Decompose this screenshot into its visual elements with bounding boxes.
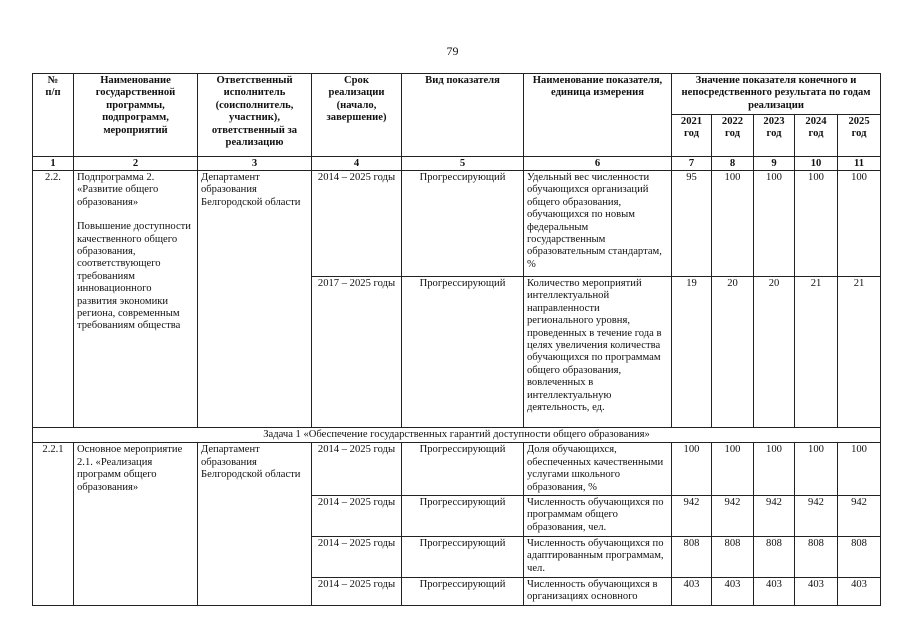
value-cell: 942 (795, 496, 838, 537)
program-name (74, 171, 198, 428)
header-num: № п/п (33, 74, 74, 157)
term: 2014 – 2025 годы (312, 537, 402, 578)
column-number: 10 (795, 157, 838, 171)
value-cell: 808 (672, 537, 712, 578)
value-cell: 403 (838, 578, 881, 606)
indicator-type: Прогрессирующий (402, 496, 524, 537)
column-number: 11 (838, 157, 881, 171)
value-cell: 21 (795, 277, 838, 428)
column-number: 4 (312, 157, 402, 171)
value-cell: 21 (838, 277, 881, 428)
indicator-name: Удельный вес численности обучающихся организаций общего образования, обучающихся по новым федеральным государственным образовательным стандартам, % (524, 171, 672, 277)
header-year: 2024 год (795, 115, 838, 157)
header-indicator-type: Вид показателя (402, 74, 524, 157)
column-numbers-row (33, 157, 881, 171)
value-cell: 403 (795, 578, 838, 606)
header-year: 2021 год (672, 115, 712, 157)
header-values-group: Значение показателя конечного и непосредственного результата по годам реализации (672, 74, 881, 115)
header-executor: Ответственный исполнитель (соисполнитель, участник), ответственный за реализацию (198, 74, 312, 157)
value-cell: 403 (754, 578, 795, 606)
header-year: 2025 год (838, 115, 881, 157)
task-row (33, 428, 881, 443)
value-cell: 808 (838, 537, 881, 578)
table-row (33, 443, 881, 496)
column-number: 3 (198, 157, 312, 171)
term: 2017 – 2025 годы (312, 277, 402, 428)
value-cell: 808 (795, 537, 838, 578)
task-title: Задача 1 «Обеспечение государственных гарантий доступности общего образования» (33, 428, 881, 443)
value-cell: 942 (672, 496, 712, 537)
page-number: 79 (446, 44, 459, 58)
term: 2014 – 2025 годы (312, 171, 402, 277)
column-number: 1 (33, 157, 74, 171)
value-cell: 100 (838, 171, 881, 277)
value-cell: 100 (795, 171, 838, 277)
table-row (33, 171, 881, 277)
executor: Департамент образования Белгородской области (198, 171, 312, 428)
indicator-name: Численность обучающихся в организациях основного (524, 578, 672, 606)
indicator-type: Прогрессирующий (402, 277, 524, 428)
term: 2014 – 2025 годы (312, 443, 402, 496)
value-cell: 403 (672, 578, 712, 606)
header-row (33, 74, 881, 115)
column-number: 6 (524, 157, 672, 171)
program-title: Подпрограмма 2. «Развитие общего образования» (77, 172, 159, 208)
value-cell: 942 (712, 496, 754, 537)
program-goal: Повышение доступности качественного общего образования, соответствующего требованиям инновационного развития экономики региона, современным требованиям общества (77, 221, 191, 332)
value-cell: 100 (672, 443, 712, 496)
term: 2014 – 2025 годы (312, 578, 402, 606)
executor: Департамент образования Белгородской области (198, 443, 312, 606)
indicator-type: Прогрессирующий (402, 537, 524, 578)
header-indicator-name: Наименование показателя, единица измерения (524, 74, 672, 157)
indicator-type: Прогрессирующий (402, 171, 524, 277)
row-num: 2.2. (33, 171, 74, 428)
column-number: 2 (74, 157, 198, 171)
value-cell: 808 (712, 537, 754, 578)
header-name: Наименование государственной программы, подпрограмм, мероприятий (74, 74, 198, 157)
header-term: Срок реализации (начало, завершение) (312, 74, 402, 157)
row-num: 2.2.1 (33, 443, 74, 606)
value-cell: 100 (838, 443, 881, 496)
indicator-name: Доля обучающихся, обеспеченных качественными услугами школьного образования, % (524, 443, 672, 496)
value-cell: 100 (712, 171, 754, 277)
value-cell: 100 (712, 443, 754, 496)
indicator-type: Прогрессирующий (402, 443, 524, 496)
value-cell: 95 (672, 171, 712, 277)
column-number: 7 (672, 157, 712, 171)
value-cell: 100 (754, 171, 795, 277)
value-cell: 808 (754, 537, 795, 578)
header-year: 2023 год (754, 115, 795, 157)
value-cell: 100 (754, 443, 795, 496)
value-cell: 942 (754, 496, 795, 537)
value-cell: 19 (672, 277, 712, 428)
column-number: 8 (712, 157, 754, 171)
value-cell: 20 (712, 277, 754, 428)
indicator-name: Количество мероприятий интеллектуальной направленности регионального уровня, проведенных в течение года в целях увеличения количества обучающихся по программам общего образования, вовлеченных в интеллектуальную деятельность, ед. (524, 277, 672, 428)
term: 2014 – 2025 годы (312, 496, 402, 537)
value-cell: 20 (754, 277, 795, 428)
indicator-name: Численность обучающихся по программам общего образования, чел. (524, 496, 672, 537)
value-cell: 403 (712, 578, 754, 606)
column-number: 9 (754, 157, 795, 171)
value-cell: 100 (795, 443, 838, 496)
indicator-name: Численность обучающихся по адаптированным программам, чел. (524, 537, 672, 578)
header-year: 2022 год (712, 115, 754, 157)
indicator-type: Прогрессирующий (402, 578, 524, 606)
value-cell: 942 (838, 496, 881, 537)
indicators-table (32, 73, 881, 606)
column-number: 5 (402, 157, 524, 171)
activity-name: Основное мероприятие 2.1. «Реализация программ общего образования» (74, 443, 198, 606)
